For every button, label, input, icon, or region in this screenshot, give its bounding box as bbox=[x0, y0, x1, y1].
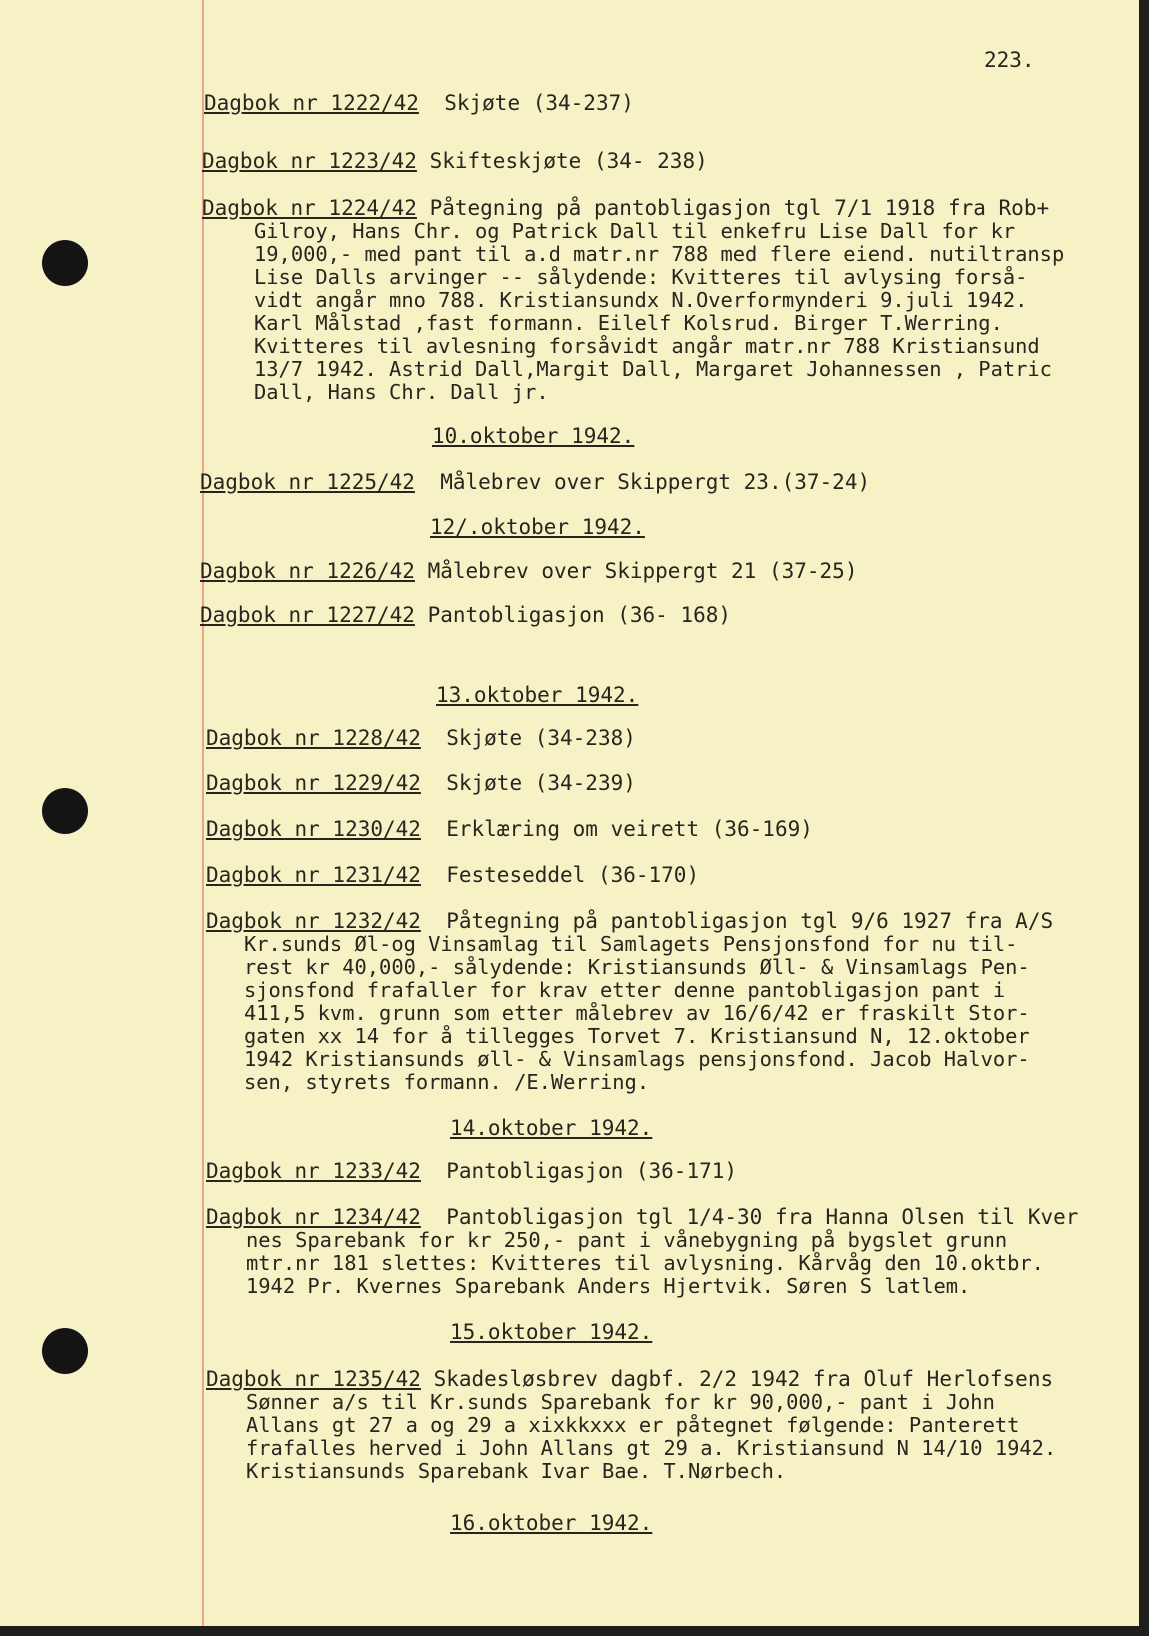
entry-1229 bbox=[206, 772, 636, 795]
entry-title: Målebrev over Skippergt 23.(37-24) bbox=[440, 470, 871, 494]
entry-title: Festeseddel (36-170) bbox=[446, 863, 700, 887]
entry-1228 bbox=[206, 727, 636, 750]
entry-body: nes Sparebank for kr 250,- pant i vånebygning på bygslet grunn mtr.nr 181 slettes: Kvitteres til avlysning. Kårvåg den 10.oktbr. 1942 Pr. Kvernes Sparebank Anders Hjertvik. Søren S latlem. bbox=[246, 1228, 1044, 1298]
entry-number: Dagbok nr 1223/42 bbox=[202, 149, 417, 173]
entry-title: Pantobligasjon tgl 1/4-30 fra Hanna Olsen til Kver bbox=[446, 1205, 1079, 1229]
binder-hole bbox=[42, 240, 88, 286]
binder-hole bbox=[42, 788, 88, 834]
entry-number: Dagbok nr 1222/42 bbox=[204, 91, 419, 115]
entry-1231 bbox=[206, 864, 699, 887]
date-heading: 16.oktober 1942. bbox=[450, 1511, 653, 1535]
entry-1234 bbox=[206, 1206, 1078, 1229]
entry-title: Målebrev over Skippergt 21 (37-25) bbox=[427, 559, 858, 583]
entry-1227 bbox=[200, 604, 731, 627]
date-heading: 15.oktober 1942. bbox=[450, 1320, 653, 1344]
entry-title: Skadesløsbrev dagbf. 2/2 1942 fra Oluf Herlofsens bbox=[433, 1367, 1054, 1391]
entry-body: Kr.sunds Øl-og Vinsamlag til Samlagets Pensjonsfond for nu til- rest kr 40,000,- sålydende: Kristiansunds Øll- & Vinsamlags Pen- sjonsfond frafaller for krav etter denne pantobligasjon pant i 411,5 kvm. grunn som etter målebrev av 16/6/42 er fraskilt Stor- gaten xx 14 for å tillegges Torvet 7. Kristiansund N, 12.oktober 1942 Kristiansunds øll- & Vinsamlags pensjonsfond. Jacob Halvor- sen, styrets formann. /E.Werring. bbox=[244, 932, 1030, 1094]
entry-number: Dagbok nr 1226/42 bbox=[200, 559, 415, 583]
entry-title: Erklæring om veirett (36-169) bbox=[446, 817, 813, 841]
margin-line bbox=[202, 0, 204, 1636]
entry-title: Pantobligasjon (36- 168) bbox=[427, 603, 732, 627]
entry-number: Dagbok nr 1231/42 bbox=[206, 863, 421, 887]
date-heading: 14.oktober 1942. bbox=[450, 1116, 653, 1140]
entry-title: Påtegning på pantobligasjon tgl 7/1 1918 fra Rob+ bbox=[429, 196, 1050, 220]
entry-body: Sønner a/s til Kr.sunds Sparebank for kr 90,000,- pant i John Allans gt 27 a og 29 a xixkkxxx er påtegnet følgende: Panterett frafalles herved i John Allans gt 29 a. Kristiansund N 14/10 1942. Kristiansunds Sparebank Ivar Bae. T.Nørbech. bbox=[246, 1390, 1057, 1483]
entry-number: Dagbok nr 1230/42 bbox=[206, 817, 421, 841]
scan-border bbox=[0, 1626, 1149, 1636]
entry-1223 bbox=[202, 150, 708, 173]
entry-number: Dagbok nr 1225/42 bbox=[200, 470, 415, 494]
entry-title: Skjøte (34-239) bbox=[446, 771, 636, 795]
entry-title: Påtegning på pantobligasjon tgl 9/6 1927 fra A/S bbox=[446, 909, 1054, 933]
entry-number: Dagbok nr 1233/42 bbox=[206, 1159, 421, 1183]
entry-1222 bbox=[204, 92, 634, 115]
page-number: 223. bbox=[984, 48, 1035, 72]
entry-number: Dagbok nr 1229/42 bbox=[206, 771, 421, 795]
entry-1235 bbox=[206, 1368, 1053, 1391]
entry-1225 bbox=[200, 471, 870, 494]
scan-border bbox=[1139, 0, 1149, 1636]
entry-number: Dagbok nr 1234/42 bbox=[206, 1205, 421, 1229]
date-heading: 12/.oktober 1942. bbox=[430, 515, 645, 539]
entry-number: Dagbok nr 1228/42 bbox=[206, 726, 421, 750]
entry-1224 bbox=[202, 197, 1049, 220]
entry-title: Skjøte (34-237) bbox=[444, 91, 634, 115]
entry-title: Skjøte (34-238) bbox=[446, 726, 636, 750]
entry-title: Skifteskjøte (34- 238) bbox=[429, 149, 708, 173]
entry-number: Dagbok nr 1235/42 bbox=[206, 1367, 421, 1391]
date-heading: 13.oktober 1942. bbox=[436, 683, 639, 707]
entry-1226 bbox=[200, 560, 857, 583]
date-heading: 10.oktober 1942. bbox=[432, 424, 635, 448]
entry-1230 bbox=[206, 818, 813, 841]
entry-number: Dagbok nr 1232/42 bbox=[206, 909, 421, 933]
entry-title: Pantobligasjon (36-171) bbox=[446, 1159, 738, 1183]
entry-body: Gilroy, Hans Chr. og Patrick Dall til enkefru Lise Dall for kr 19,000,- med pant til a.d matr.nr 788 med flere eiend. nutiltransp Lise Dalls arvinger -- sålydende: Kvitteres til avlysing forså- vidt angår mno 788. Kristiansundx N.Overformynderi 9.juli 1942. Karl Målstad ,fast formann. Eilelf Kolsrud. Birger T.Werring. Kvitteres til avlesning forsåvidt angår matr.nr 788 Kristiansund 13/7 1942. Astrid Dall,Margit Dall, Margaret Johannessen , Patric Dall, Hans Chr. Dall jr. bbox=[254, 219, 1065, 404]
binder-hole bbox=[42, 1328, 88, 1374]
entry-1233 bbox=[206, 1160, 737, 1183]
entry-1232 bbox=[206, 910, 1053, 933]
entry-number: Dagbok nr 1224/42 bbox=[202, 196, 417, 220]
entry-number: Dagbok nr 1227/42 bbox=[200, 603, 415, 627]
